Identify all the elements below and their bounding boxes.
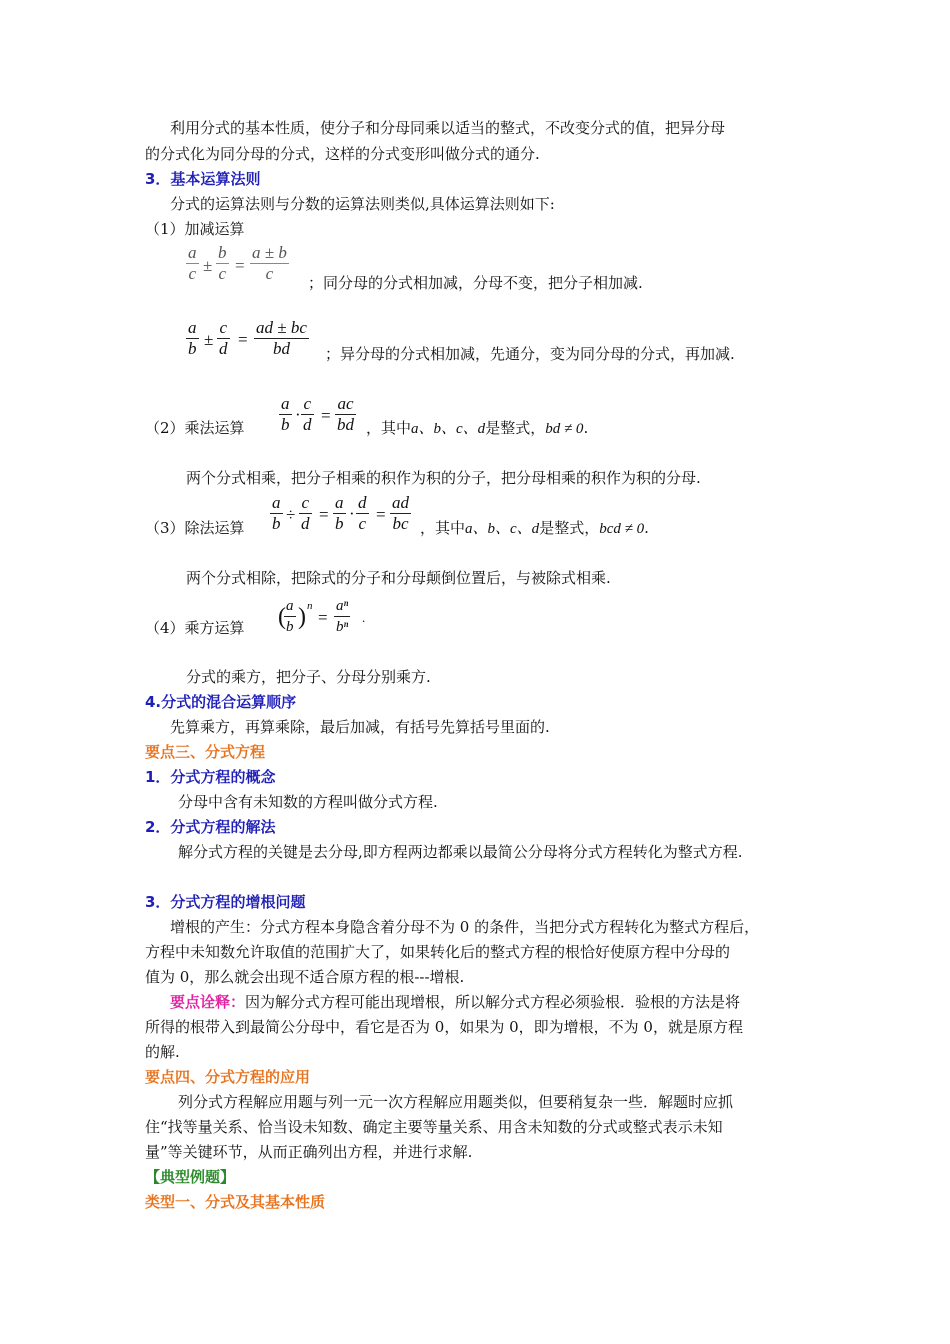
note-line: 所得的根带入到最简公分母中，看它是否为 0，如果为 0，即为增根，不为 0，就是原方程 (145, 1018, 743, 1036)
period: . (362, 610, 366, 625)
condition-text: ，其中a、b、c、d是整式，bd ≠ 0. (366, 419, 589, 437)
fraction-c-over-d: $\frac{c}{d}$ (303, 394, 312, 434)
paragraph-line: 值为 0，那么就会出现不适合原方程的根---增根. (145, 968, 465, 986)
equals-sign: = (319, 505, 329, 524)
paragraph-line: 利用分式的基本性质，使分子和分母同乘以适当的整式，不改变分式的值，把异分母 (170, 119, 726, 137)
type-heading: 类型一、分式及其基本性质 (145, 1193, 326, 1211)
paragraph-line: 分母中含有未知数的方程叫做分式方程. (178, 793, 438, 811)
right-paren: ) (298, 604, 306, 630)
paragraph-line: 量”等关键环节，从而正确列出方程，并进行求解. (145, 1143, 473, 1161)
fraction-a-over-b: $\frac{a}{b}$ (272, 493, 281, 533)
formula-description: ；异分母的分式相加减，先通分，变为同分母的分式，再加减. (325, 345, 735, 363)
paragraph-line: 方程中未知数允许取值的范围扩大了，如果转化后的整式方程的根恰好使原方程中分母的 (145, 943, 731, 961)
plus-minus-sign: ± (203, 256, 213, 275)
subheading-division: （3）除法运算 (145, 519, 245, 537)
note-label: 要点诠释： (170, 993, 246, 1011)
equals-sign: = (321, 406, 331, 425)
equals-sign: = (376, 505, 386, 524)
examples-heading: 【典型例题】 (145, 1168, 236, 1186)
fraction-a-over-c: $\frac{a}{c}$ (188, 243, 197, 283)
paragraph-line: 列分式方程解应用题与列一元一次方程解应用题类似，但要稍复杂一些．解题时应抓 (178, 1093, 734, 1111)
paragraph-line: 先算乘方，再算乘除，最后加减，有括号先算括号里面的. (170, 718, 550, 736)
fraction-result: $\frac{ad \pm bc}{bd}$ (256, 318, 307, 358)
fraction-a-over-b: $\frac{a}{b}$ (188, 318, 197, 358)
fraction-result: $\frac{ad}{bc}$ (392, 493, 409, 533)
section-heading: 4.分式的混合运算顺序 (145, 693, 297, 711)
key-point-heading: 要点四、分式方程的应用 (145, 1068, 311, 1086)
fraction-d-over-c: $\frac{d}{c}$ (358, 493, 367, 533)
formula-description: ；同分母的分式相加减，分母不变，把分子相加减. (308, 274, 643, 292)
equals-sign: = (238, 330, 248, 349)
paragraph-line: 住“找等量关系、恰当设未知数、确定主要等量关系、用含未知数的分式或整式表示未知 (145, 1118, 723, 1136)
subheading-add-sub: （1）加减运算 (145, 220, 245, 238)
section-heading: 3．分式方程的增根问题 (145, 893, 306, 911)
section-heading: 1．分式方程的概念 (145, 768, 276, 786)
left-paren: ( (278, 604, 286, 630)
fraction-a-over-b: $\frac{a}{b}$ (335, 493, 344, 533)
rule-note: 两个分式相乘，把分子相乘的积作为积的分子，把分母相乘的积作为积的分母. (186, 469, 701, 487)
fraction-b-over-c: $\frac{b}{c}$ (218, 243, 227, 283)
fraction-c-over-d: $\frac{c}{d}$ (301, 493, 310, 533)
key-point-heading: 要点三、分式方程 (145, 743, 266, 761)
fraction-result: $\frac{\text{aⁿ}}{\text{bⁿ}}$ (336, 598, 349, 635)
paragraph-line: 增根的产生：分式方程本身隐含着分母不为 0 的条件，当把分式方程转化为整式方程后， (170, 918, 760, 936)
fraction-result: $\frac{ac}{bd}$ (337, 394, 354, 434)
dot-operator: · (295, 405, 301, 424)
note-line: 的解. (145, 1043, 180, 1061)
rule-note: 两个分式相除，把除式的分子和分母颠倒位置后，与被除式相乘. (186, 569, 611, 587)
subheading-multiplication: （2）乘法运算 (145, 419, 245, 437)
condition-text: ，其中a、b、c、d是整式，bcd ≠ 0. (420, 519, 649, 537)
paragraph-line: 分式的运算法则与分数的运算法则类似,具体运算法则如下: (170, 195, 555, 213)
dot-operator: · (349, 504, 355, 523)
note-line: 要点诠释：因为解分式方程可能出现增根，所以解分式方程必须验根．验根的方法是将 (170, 993, 741, 1011)
paragraph-line: 解分式方程的关键是去分母,即方程两边都乘以最简公分母将分式方程转化为整式方程. (178, 843, 743, 861)
equals-sign: = (318, 608, 328, 627)
fraction-a-over-b: $\frac{a}{b}$ (286, 598, 294, 635)
section-heading: 3．基本运算法则 (145, 170, 261, 188)
fraction-a-over-b: $\frac{a}{b}$ (281, 394, 290, 434)
plus-minus-sign: ± (204, 330, 214, 349)
paragraph-line: 的分式化为同分母的分式，这样的分式变形叫做分式的通分. (145, 145, 540, 163)
equals-sign: = (235, 256, 245, 275)
divide-sign: ÷ (286, 505, 296, 524)
section-heading: 2．分式方程的解法 (145, 818, 276, 836)
fraction-result: $\frac{a \pm b}{c}$ (252, 243, 287, 283)
exponent-n: n (307, 600, 313, 612)
subheading-power: （4）乘方运算 (145, 619, 245, 637)
rule-note: 分式的乘方，把分子、分母分别乘方. (186, 668, 431, 686)
fraction-c-over-d: $\frac{c}{d}$ (219, 318, 228, 358)
